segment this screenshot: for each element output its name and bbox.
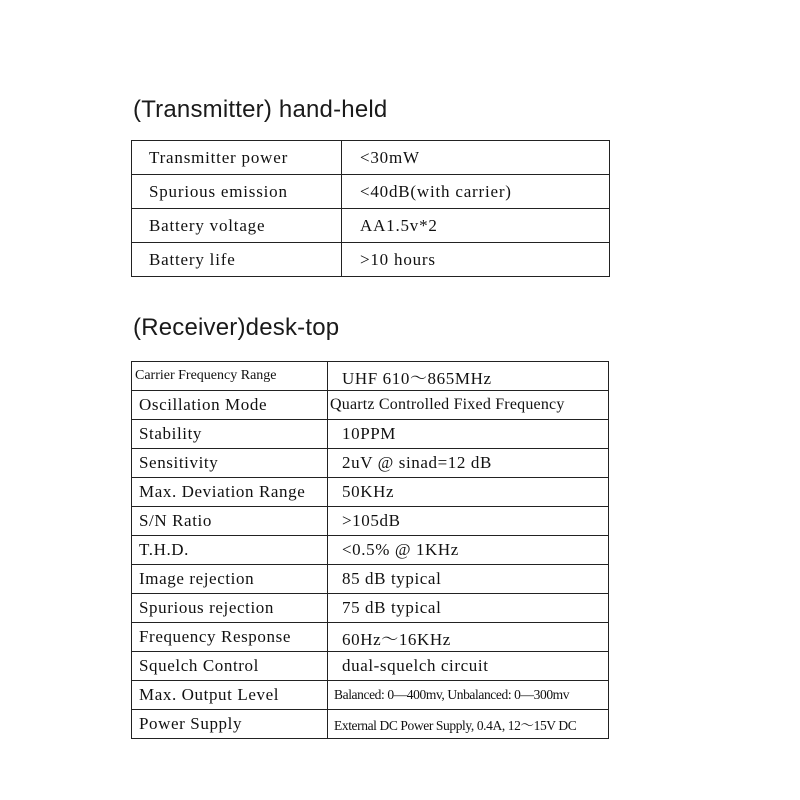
table-row: [132, 623, 609, 652]
spec-value: Balanced: 0—400mv, Unbalanced: 0—300mv: [328, 681, 609, 710]
spec-value: >105dB: [328, 507, 609, 536]
spec-value: dual-squelch circuit: [328, 652, 609, 681]
table-row: [132, 565, 609, 594]
spec-label: Squelch Control: [132, 652, 328, 681]
spec-value: External DC Power Supply, 0.4A, 12～15V DC: [328, 710, 609, 739]
table-row: [132, 536, 609, 565]
spec-value: 85 dB typical: [328, 565, 609, 594]
spec-value: AA1.5v*2: [342, 209, 610, 243]
spec-label: Sensitivity: [132, 449, 328, 478]
spec-label: T.H.D.: [132, 536, 328, 565]
table-row: [132, 652, 609, 681]
table-row: [132, 175, 610, 209]
spec-label: Stability: [132, 420, 328, 449]
table-row: [132, 507, 609, 536]
spec-value: >10 hours: [342, 243, 610, 277]
table-row: [132, 243, 610, 277]
spec-label: Battery life: [132, 243, 342, 277]
spec-label: Max. Output Level: [132, 681, 328, 710]
spec-value: <0.5% @ 1KHz: [328, 536, 609, 565]
table-row: [132, 141, 610, 175]
receiver-heading: (Receiver)desk-top: [133, 314, 340, 341]
spec-value: <40dB(with carrier): [342, 175, 610, 209]
spec-label: S/N Ratio: [132, 507, 328, 536]
spec-label: Frequency Response: [132, 623, 328, 652]
spec-label: Spurious emission: [132, 175, 342, 209]
table-row: [132, 362, 609, 391]
spec-label: Carrier Frequency Range: [132, 362, 328, 391]
spec-value: 75 dB typical: [328, 594, 609, 623]
spec-label: Oscillation Mode: [132, 391, 328, 420]
spec-label: Transmitter power: [132, 141, 342, 175]
table-row: [132, 478, 609, 507]
table-row: [132, 449, 609, 478]
spec-value: 60Hz～16KHz: [328, 623, 609, 652]
spec-value: UHF 610～865MHz: [328, 362, 609, 391]
table-row: [132, 594, 609, 623]
transmitter-heading: (Transmitter) hand-held: [133, 96, 388, 123]
spec-label: Battery voltage: [132, 209, 342, 243]
spec-value: 10PPM: [328, 420, 609, 449]
transmitter-spec-table: [131, 140, 610, 277]
table-row: [132, 710, 609, 739]
spec-label: Image rejection: [132, 565, 328, 594]
spec-value: <30mW: [342, 141, 610, 175]
table-row: [132, 681, 609, 710]
spec-label: Max. Deviation Range: [132, 478, 328, 507]
table-row: [132, 420, 609, 449]
table-row: [132, 209, 610, 243]
spec-label: Spurious rejection: [132, 594, 328, 623]
receiver-spec-table: [131, 361, 609, 739]
spec-value: 50KHz: [328, 478, 609, 507]
spec-label: Power Supply: [132, 710, 328, 739]
spec-value: 2uV @ sinad=12 dB: [328, 449, 609, 478]
spec-value: Quartz Controlled Fixed Frequency: [328, 391, 609, 420]
table-row: [132, 391, 609, 420]
